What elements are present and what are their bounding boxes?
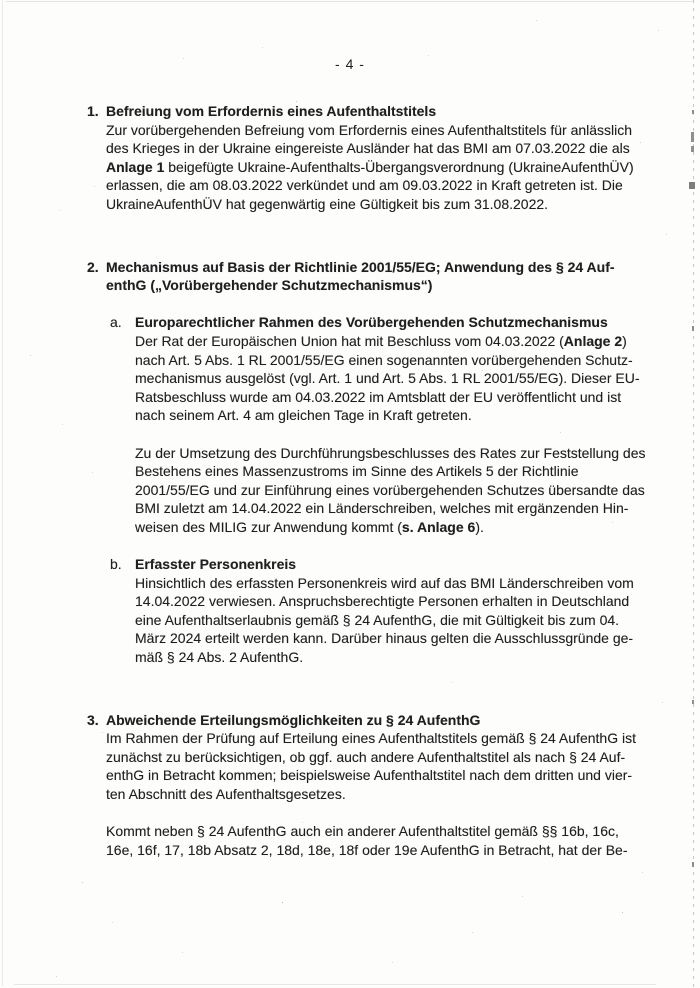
section-marker: 1. bbox=[87, 103, 99, 119]
bold-text: Anlage 2 bbox=[563, 332, 623, 349]
section-title-line: enthG („Vorübergehender Schutzmechanismus“) bbox=[106, 277, 433, 294]
bold-text: s. Anlage 6 bbox=[401, 518, 476, 535]
paragraph bbox=[106, 822, 647, 859]
text-line bbox=[135, 481, 647, 500]
scan-artifact bbox=[692, 326, 694, 331]
section-marker: 2. bbox=[87, 258, 99, 275]
text-line bbox=[106, 841, 647, 860]
section-marker: 3. bbox=[87, 711, 99, 728]
section-title-line: Befreiung vom Erfordernis eines Aufenthaltstitels bbox=[106, 103, 437, 119]
paragraph bbox=[135, 332, 647, 425]
text-line bbox=[135, 462, 647, 481]
text-segment: Bestehens eines Massenzustroms im Sinne des Artikels 5 der Richtlinie bbox=[135, 463, 579, 480]
text-segment: 16e, 16f, 17, 18b Absatz 2, 18d, 18e, 18f oder 19e AufenthG in Betracht, hat der Be- bbox=[106, 841, 628, 858]
section-title-line: Mechanismus auf Basis der Richtlinie 2001/55/EG; Anwendung des § 24 Auf- bbox=[106, 258, 615, 275]
scan-artifact bbox=[691, 132, 694, 142]
text-line bbox=[106, 176, 647, 195]
text-segment: mäß § 24 Abs. 2 AufenthG. bbox=[135, 649, 304, 666]
text-segment: März 2024 erteilt werden kann. Darüber hinaus gelten die Ausschlussgründe ge- bbox=[135, 630, 634, 647]
text-line bbox=[106, 139, 647, 158]
text-segment: eine Aufenthaltserlaubnis gemäß § 24 AufenthG, die mit Gültigkeit bis zum 04. bbox=[135, 611, 620, 628]
text-segment: enthG in Betracht kommen; beispielsweise Aufenthaltstitel nach dem dritten und vier- bbox=[106, 767, 633, 784]
text-line bbox=[135, 518, 647, 537]
text-segment: nach Art. 5 Abs. 1 RL 2001/55/EG einen sogenannten vorübergehenden Schutz- bbox=[135, 351, 633, 368]
text-line bbox=[135, 388, 647, 407]
text-segment: Der Rat der Europäischen Union hat mit Beschluss vom 04.03.2022 ( bbox=[135, 332, 564, 349]
bold-text: Anlage 1 bbox=[106, 158, 165, 175]
text-line bbox=[135, 592, 647, 611]
text-segment: UkraineAufenthÜV hat gegenwärtig eine Gültigkeit bis zum 31.08.2022. bbox=[106, 195, 549, 212]
section-title-line: Erfasster Personenkreis bbox=[135, 556, 297, 573]
text-segment: weisen des MILIG zur Anwendung kommt ( bbox=[135, 518, 402, 535]
text-line bbox=[106, 822, 647, 841]
text-line bbox=[106, 195, 647, 214]
text-segment: ). bbox=[475, 518, 484, 535]
text-segment: 14.04.2022 verwiesen. Anspruchsberechtigte Personen erhalten in Deutschland bbox=[135, 593, 630, 610]
scan-edge-left bbox=[2, 0, 3, 986]
subsection-body bbox=[135, 555, 647, 667]
text-line bbox=[135, 406, 647, 425]
subsection-a bbox=[110, 313, 647, 536]
text-segment: Ratsbeschluss wurde am 04.03.2022 im Amtsblatt der EU veröffentlicht und ist bbox=[135, 388, 622, 405]
paragraph bbox=[135, 444, 647, 537]
text-segment: BMI zuletzt am 14.04.2022 ein Länderschreiben, welches mit ergänzenden Hin- bbox=[135, 500, 629, 517]
section-body bbox=[106, 102, 647, 214]
text-segment: Zu der Umsetzung des Durchführungsbeschlusses des Rates zur Feststellung des bbox=[135, 444, 646, 461]
subsection-marker: a. bbox=[110, 314, 122, 331]
scan-artifact bbox=[689, 182, 695, 189]
section-2 bbox=[87, 258, 647, 667]
scan-edge-top bbox=[6, 1, 694, 2]
text-segment: Kommt neben § 24 AufenthG auch ein anderer Aufenthaltstitel gemäß §§ 16b, 16c, bbox=[106, 823, 619, 840]
section-body bbox=[106, 258, 647, 667]
paragraph bbox=[106, 729, 647, 803]
subsection-b bbox=[110, 555, 647, 667]
section-3 bbox=[87, 711, 647, 860]
text-segment: ten Abschnitt des Aufenthaltsgesetzes. bbox=[106, 786, 346, 802]
text-segment: mechanismus ausgelöst (vgl. Art. 1 und Art. 5 Abs. 1 RL 2001/55/EG). Dieser EU- bbox=[135, 370, 640, 387]
text-line bbox=[135, 611, 647, 630]
text-line bbox=[106, 158, 647, 177]
text-segment: erlassen, die am 08.03.2022 verkündet und am 09.03.2022 in Kraft getreten ist. Die bbox=[106, 177, 623, 194]
scan-artifact bbox=[692, 110, 694, 114]
text-line bbox=[135, 369, 647, 388]
text-line bbox=[106, 748, 647, 767]
scan-edge-bottom bbox=[14, 984, 656, 985]
section-title-line: Europarechtlicher Rahmen des Vorübergehenden Schutzmechanismus bbox=[135, 314, 608, 331]
document-content bbox=[87, 102, 647, 859]
scan-artifact bbox=[692, 862, 694, 867]
text-segment: Im Rahmen der Prüfung auf Erteilung eines Aufenthaltstitels gemäß § 24 AufenthG ist bbox=[106, 730, 636, 747]
scan-artifact bbox=[692, 700, 694, 704]
text-line bbox=[106, 785, 647, 804]
text-line bbox=[135, 629, 647, 648]
text-segment: ) bbox=[622, 332, 627, 349]
section-body bbox=[106, 711, 647, 860]
text-segment: Hinsichtlich des erfassten Personenkreis wird auf das BMI Länderschreiben vom bbox=[135, 574, 634, 591]
text-segment: beigefügte Ukraine-Aufenthalts-Übergangsverordnung (UkraineAufenthÜV) bbox=[164, 158, 634, 175]
text-segment: nach seinem Art. 4 am gleichen Tage in Kraft getreten. bbox=[135, 407, 472, 424]
paragraph bbox=[106, 121, 647, 214]
text-line bbox=[106, 121, 647, 140]
section-title-line: Abweichende Erteilungsmöglichkeiten zu § 24 AufenthG bbox=[106, 711, 481, 728]
page-number: - 4 - bbox=[335, 56, 365, 72]
text-line bbox=[106, 766, 647, 785]
text-line bbox=[135, 648, 647, 667]
scan-speckles bbox=[0, 0, 1, 1]
section-1 bbox=[87, 102, 647, 214]
subsection-marker: b. bbox=[110, 556, 122, 573]
scan-artifact bbox=[691, 146, 694, 152]
text-line bbox=[135, 574, 647, 593]
text-line bbox=[135, 351, 647, 370]
text-line bbox=[135, 499, 647, 518]
text-line bbox=[135, 332, 647, 351]
text-segment: Zur vorübergehenden Befreiung vom Erfordernis eines Aufenthaltstitels für anlässlich bbox=[106, 121, 633, 138]
subsection-body bbox=[135, 313, 647, 536]
paragraph bbox=[135, 574, 647, 667]
text-segment: des Krieges in der Ukraine eingereiste Ausländer hat das BMI am 07.03.2022 die als bbox=[106, 140, 630, 157]
text-line bbox=[106, 729, 647, 748]
text-segment: zunächst zu berücksichtigen, ob ggf. auch andere Aufenthaltstitel als nach § 24 Auf- bbox=[106, 748, 626, 765]
text-line bbox=[135, 444, 647, 463]
text-segment: 2001/55/EG und zur Einführung eines vorübergehenden Schutzes übersandte das bbox=[135, 481, 645, 498]
